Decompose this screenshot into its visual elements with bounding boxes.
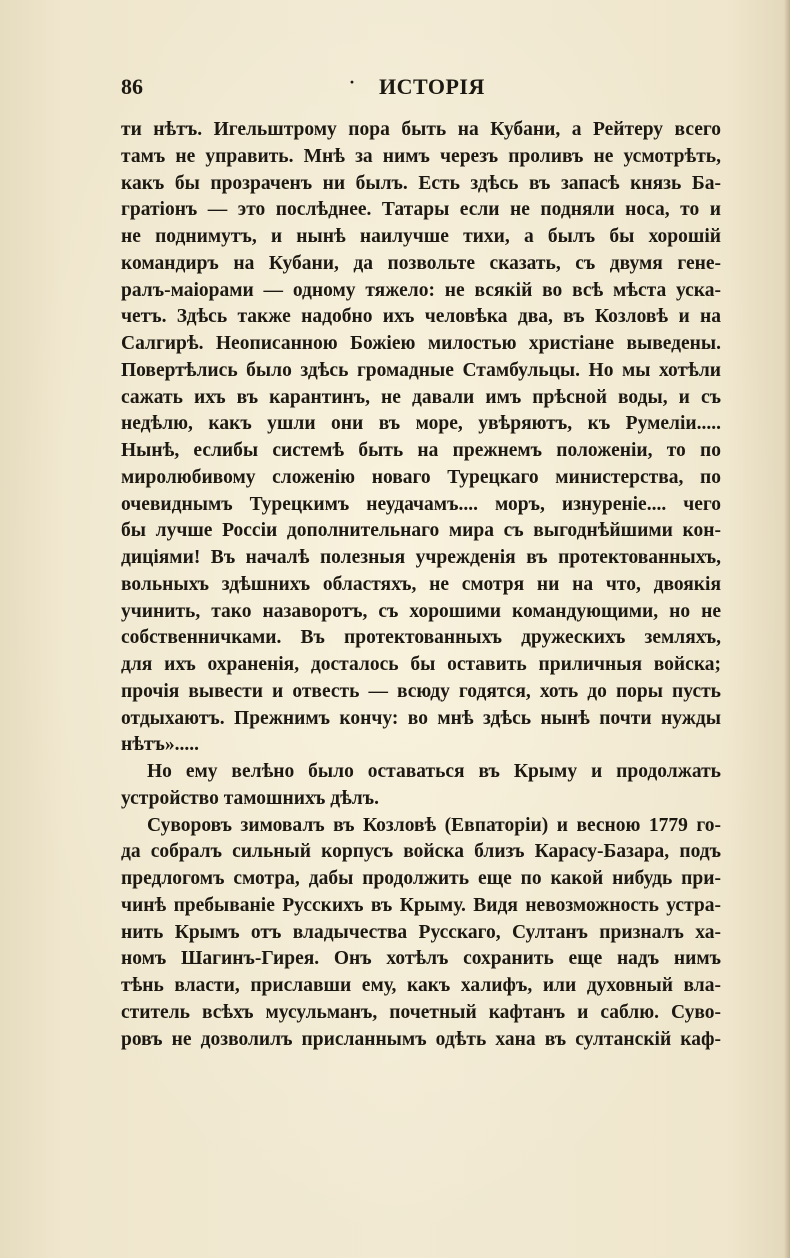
body-text [121,117,721,1053]
text-line: чинѣ пребываніе Русскихъ въ Крыму. Видя невозможность устра- [121,894,721,916]
text-line: очевиднымъ Турецкимъ неудачамъ.... моръ, изнуреніе.... чего [121,493,721,515]
text-line: Салгирѣ. Неописанною Божіею милостью христіане выведены. [121,333,721,354]
header-dot: · [349,72,356,92]
text-line: ститель всѣхъ мусульманъ, почетный кафтанъ и саблю. Суво- [121,1001,721,1023]
text-line: для ихъ охраненія, досталось бы оставить приличныя войска; [121,654,721,675]
text-line: тѣнь власти, приславши ему, какъ халифъ, или духовный вла- [121,975,721,996]
text-line: какъ бы прозраченъ ни былъ. Есть здѣсь въ запасѣ князь Ба- [121,172,721,194]
text-line: нѣтъ»..... [121,734,200,756]
text-line: бы лучше Россіи дополнительнаго мира съ выгоднѣйшими кон- [121,520,721,542]
text-line: ровъ не дозволилъ присланнымъ одѣть хана въ султанскій каф- [121,1028,721,1050]
text-line: нить Крымъ отъ владычества Русскаго, Султанъ призналъ ха- [121,921,721,943]
text-line: да собралъ сильный корпусъ войска близъ Карасу-Базара, подъ [121,841,721,863]
text-line: гратіонъ — это послѣднее. Татары если не подняли носа, то и [121,199,721,221]
text-line: ти нѣтъ. Игельштрому пора быть на Кубани, а Рейтеру всего [121,119,721,140]
text-line: диціями! Въ началѣ полезныя учрежденія въ протектованныхъ, [121,547,721,568]
text-line: сажать ихъ въ карантинъ, не давали имъ прѣсной воды, и съ [121,386,721,408]
text-line: четъ. Здѣсь также надобно ихъ человѣка два, въ Козловѣ и на [121,306,721,328]
text-line: миролюбивому сложенію новаго Турецкаго министерства, по [121,466,721,488]
text-line: номъ Шагинъ-Гирея. Онъ хотѣлъ сохранить еще надъ нимъ [121,948,721,970]
page-edge-shadow [784,0,790,1258]
text-line: Нынѣ, еслибы системѣ быть на прежнемъ положеніи, то по [121,440,721,461]
page-header [121,74,721,104]
text-line: Суворовъ зимовалъ въ Козловѣ (Евпаторіи) и весною 1779 го- [147,814,721,836]
text-line: устройство тамошнихъ дѣлъ. [121,787,379,809]
page-number: 86 [121,74,143,99]
text-line: не поднимутъ, и нынѣ наилучше тихи, а былъ бы хорошій [121,226,721,247]
text-line: командиръ на Кубани, да позвольте сказать, съ двумя гене- [121,252,721,274]
text-line: вольныхъ здѣшнихъ областяхъ, не смотря ни на что, двоякія [121,573,721,595]
text-line: отдыхаютъ. Прежнимъ кончу: во мнѣ здѣсь нынѣ почти нужды [121,707,721,729]
text-line: собственничками. Въ протектованныхъ дружескихъ земляхъ, [121,627,721,649]
text-line: прочія вывести и отвесть — всюду годятся, хоть до поры пусть [121,680,721,702]
text-line: учинить, тако назаворотъ, съ хорошими командующими, но не [121,600,721,622]
text-line: ралъ-маіорами — одному тяжело: не всякій во всѣ мѣста уска- [121,279,721,301]
text-line: Но ему велѣно было оставаться въ Крыму и продолжать [147,761,721,782]
running-title: ИСТОРІЯ [379,74,485,99]
text-line: недѣлю, какъ ушли они въ море, увѣряютъ, къ Румеліи..... [121,413,721,435]
text-line: предлогомъ смотра, дабы продолжить еще по какой нибудь при- [121,868,721,889]
text-line: тамъ не управить. Мнѣ за нимъ черезъ проливъ не усмотрѣть, [121,145,721,167]
text-line: Повертѣлись было здѣсь громадные Стамбульцы. Но мы хотѣли [121,359,721,381]
